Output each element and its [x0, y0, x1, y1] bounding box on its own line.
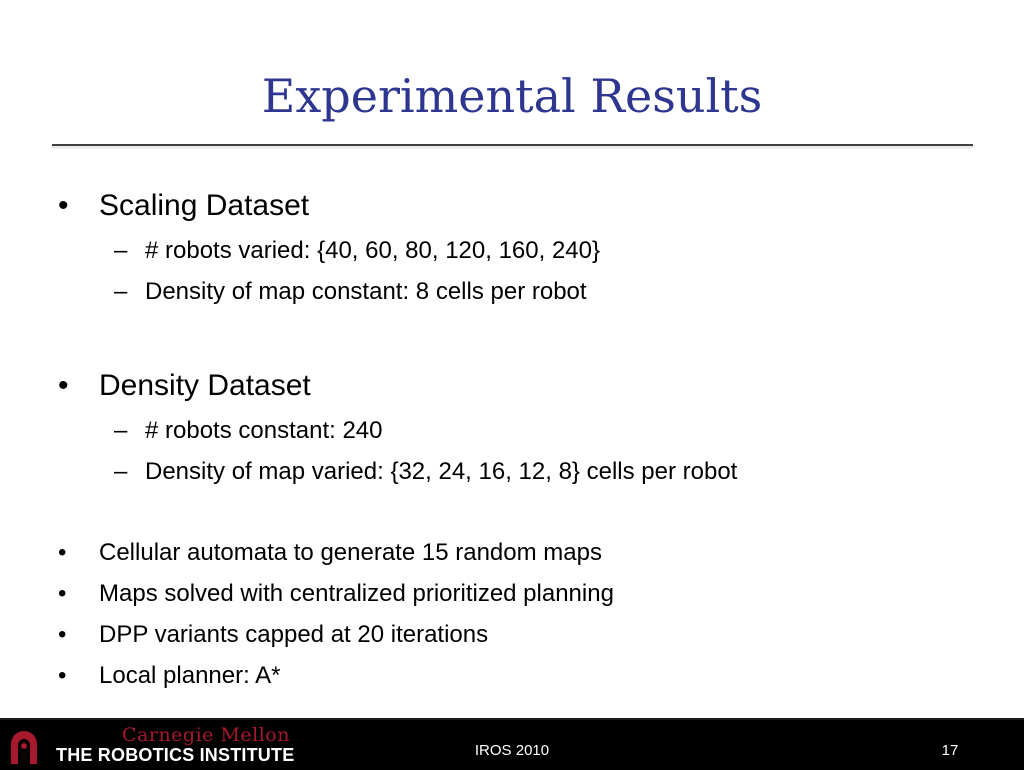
- bullet-text: Maps solved with centralized prioritized planning: [99, 580, 614, 607]
- sub-bullet-marker: –: [114, 278, 128, 305]
- university-name: Carnegie Mellon: [122, 724, 290, 746]
- sub-bullet-text: # robots varied: {40, 60, 80, 120, 160, 240}: [145, 237, 601, 264]
- bullet-text: Cellular automata to generate 15 random maps: [99, 539, 602, 566]
- conference-label: IROS 2010: [474, 742, 550, 759]
- bullet-marker: •: [58, 662, 67, 689]
- slide-footer: [0, 718, 1024, 770]
- bullet-marker: •: [58, 189, 69, 222]
- bullet-text: Scaling Dataset: [99, 189, 310, 222]
- bullet-text: DPP variants capped at 20 iterations: [99, 621, 489, 648]
- sub-bullet-marker: –: [114, 458, 128, 485]
- institute-name: THE ROBOTICS INSTITUTE: [56, 745, 295, 765]
- sub-bullet-marker: –: [114, 417, 128, 444]
- bullet-marker: •: [58, 369, 69, 402]
- sub-bullet-text: Density of map varied: {32, 24, 16, 12, 8} cells per robot: [145, 458, 738, 485]
- sub-bullet-text: Density of map constant: 8 cells per robot: [145, 278, 587, 305]
- bullet-marker: •: [58, 580, 67, 607]
- bullet-text: Local planner: A*: [99, 662, 281, 689]
- sub-bullet-marker: –: [114, 237, 128, 264]
- bullet-text: Density Dataset: [99, 369, 311, 402]
- cmu-robotics-logo-icon: [8, 730, 40, 764]
- page-number: 17: [941, 742, 959, 759]
- slide-title: Experimental Results: [261, 69, 763, 123]
- bullet-marker: •: [58, 621, 67, 648]
- sub-bullet-text: # robots constant: 240: [145, 417, 383, 444]
- bullet-marker: •: [58, 539, 67, 566]
